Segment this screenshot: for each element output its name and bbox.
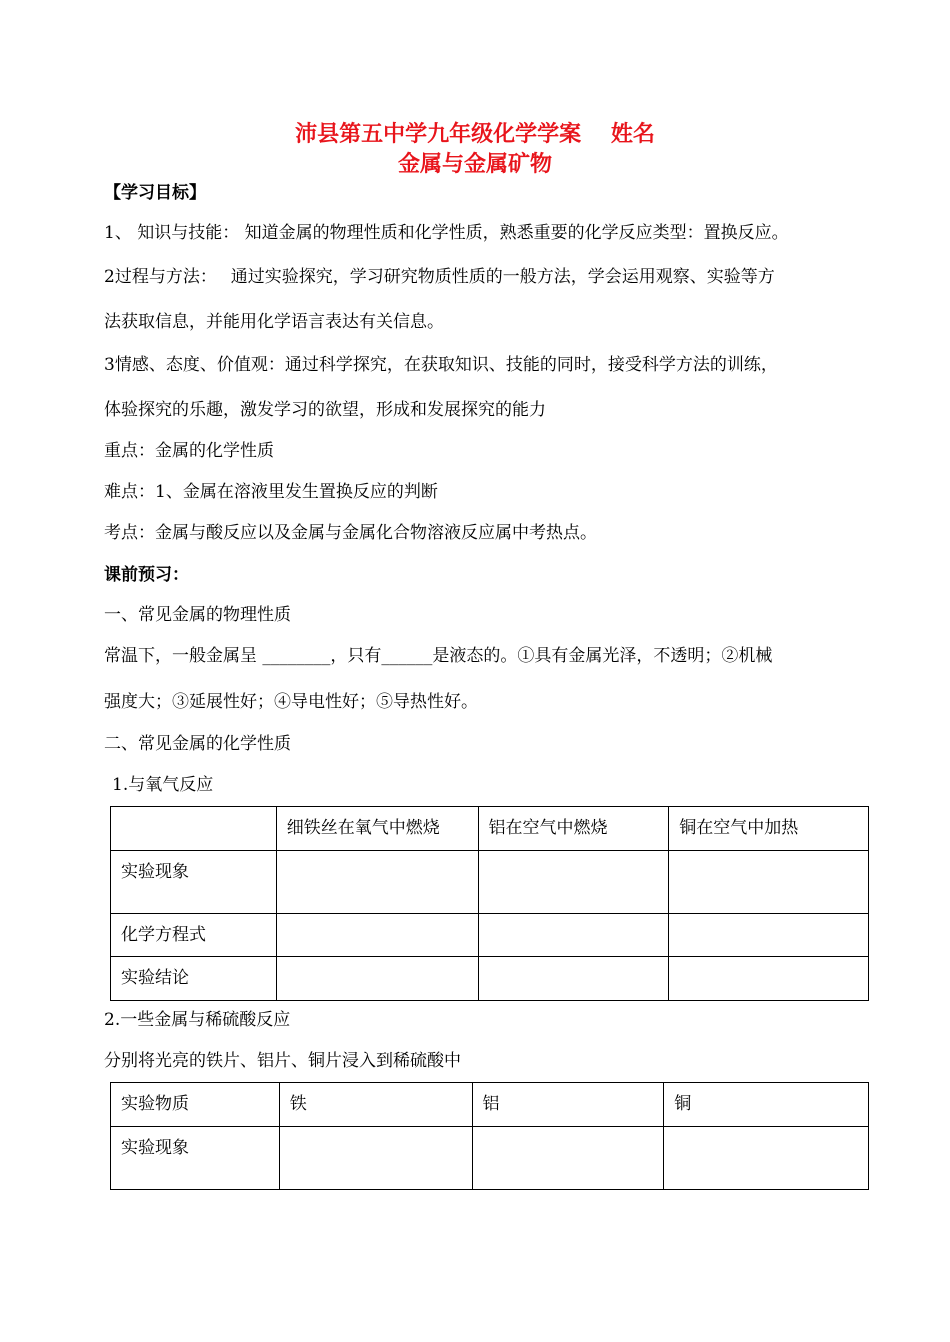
document-title: 沛县第五中学九年级化学学案 姓名 <box>295 122 655 147</box>
table-cell[interactable] <box>279 1127 472 1190</box>
row-label: 实验结论 <box>111 957 277 1001</box>
table-row <box>111 914 869 957</box>
row-label: 实验现象 <box>111 1127 280 1190</box>
table-cell[interactable] <box>276 851 478 914</box>
table-cell[interactable] <box>478 914 669 957</box>
table-header-cell: 铝 <box>472 1083 664 1127</box>
difficulty-point: 难点：1、金属在溶液里发生置换反应的判断 <box>104 482 438 502</box>
section1-text-b: 强度大；③延展性好；④导电性好；⑤导热性好。 <box>104 692 478 712</box>
objective-item-2a: 2过程与方法： 通过实验探究，学习研究物质性质的一般方法，学会运用观察、实验等方 <box>104 267 775 287</box>
preview-heading: 课前预习： <box>104 565 189 585</box>
table-header-cell: 实验物质 <box>111 1083 280 1127</box>
table-header-row <box>111 1083 869 1127</box>
table-cell[interactable] <box>669 851 869 914</box>
table-header-cell: 细铁丝在氧气中燃烧 <box>276 807 478 851</box>
table-row <box>111 957 869 1001</box>
objective-item-3b: 体验探究的乐趣，激发学习的欲望，形成和发展探究的能力 <box>104 400 546 420</box>
section1-text-a: 常温下，一般金属呈 ________，只有______是液态的。①具有金属光泽，不透明；②机械 <box>104 646 773 666</box>
table-header-cell: 铝在空气中燃烧 <box>478 807 669 851</box>
sub1-title: 1.与氧气反应 <box>112 775 214 795</box>
exam-point: 考点：金属与酸反应以及金属与金属化合物溶液反应属中考热点。 <box>104 523 597 543</box>
section1-title: 一、常见金属的物理性质 <box>104 605 291 625</box>
table-header-cell: 铁 <box>279 1083 472 1127</box>
objective-item-3a: 3情感、态度、价值观：通过科学探究，在获取知识、技能的同时，接受科学方法的训练， <box>104 355 778 375</box>
table-cell[interactable] <box>472 1127 664 1190</box>
sub2-intro: 分别将光亮的铁片、铝片、铜片浸入到稀硫酸中 <box>104 1051 461 1071</box>
objectives-heading: 【学习目标】 <box>104 183 206 203</box>
document-subtitle: 金属与金属矿物 <box>397 152 552 177</box>
table-cell[interactable] <box>664 1127 869 1190</box>
table-cell[interactable] <box>276 914 478 957</box>
table-row <box>111 1127 869 1190</box>
table-header-row <box>111 807 869 851</box>
table-row <box>111 851 869 914</box>
table-cell[interactable] <box>478 957 669 1001</box>
table-cell[interactable] <box>276 957 478 1001</box>
acid-reaction-table <box>110 1082 869 1190</box>
table-header-cell <box>111 807 277 851</box>
oxygen-reaction-table <box>110 806 869 1001</box>
row-label: 实验现象 <box>111 851 277 914</box>
sub2-title: 2.一些金属与稀硫酸反应 <box>104 1010 291 1030</box>
table-cell[interactable] <box>669 957 869 1001</box>
objective-item-1: 1、 知识与技能： 知道金属的物理性质和化学性质，熟悉重要的化学反应类型：置换反应。 <box>104 223 789 243</box>
objective-item-2b: 法获取信息，并能用化学语言表达有关信息。 <box>104 312 444 332</box>
table-header-cell: 铜在空气中加热 <box>669 807 869 851</box>
table-cell[interactable] <box>669 914 869 957</box>
table-cell[interactable] <box>478 851 669 914</box>
key-point: 重点：金属的化学性质 <box>104 441 274 461</box>
section2-title: 二、常见金属的化学性质 <box>104 734 291 754</box>
row-label: 化学方程式 <box>111 914 277 957</box>
table-header-cell: 铜 <box>664 1083 869 1127</box>
